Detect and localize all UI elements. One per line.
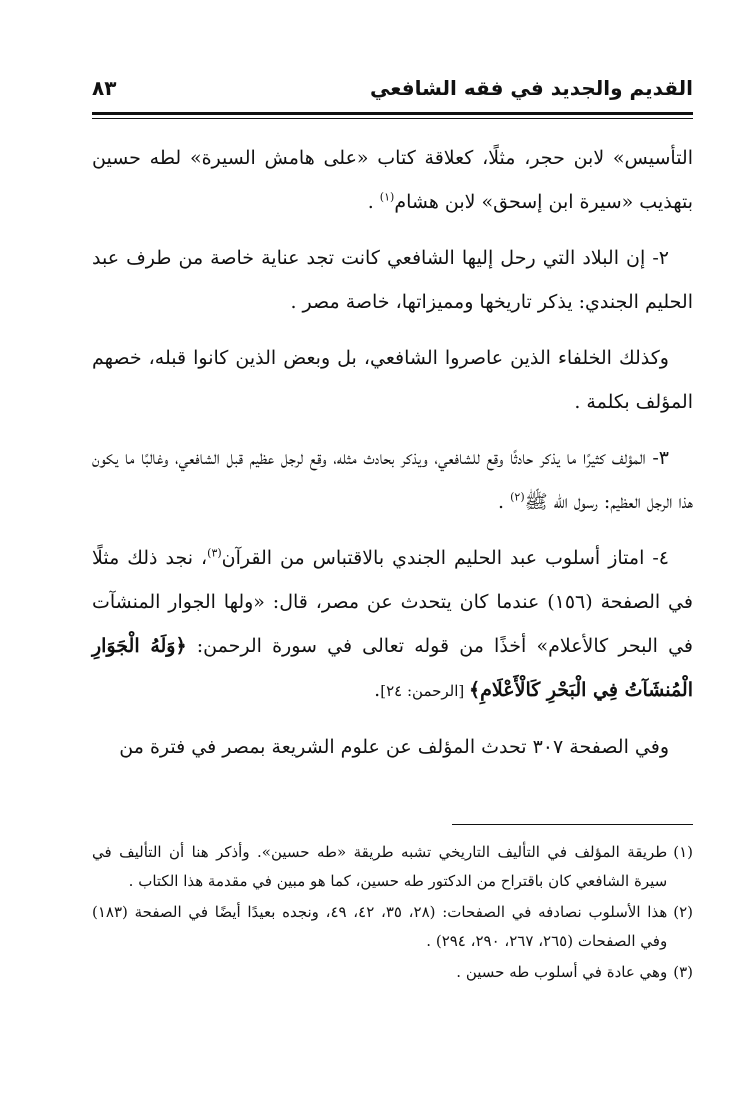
paragraph-3: وكذلك الخلفاء الذين عاصروا الشافعي، بل وبعض الذين كانوا قبله، خصهم المؤلف بكلمة . (92, 347, 693, 413)
header-rule-thin (92, 118, 693, 119)
paragraph-1-text: التأسيس» لابن حجر، مثلًا، كعلاقة كتاب «على هامش السيرة» لطه حسين بتهذيب «سيرة ابن إسحق» لابن هشام (92, 147, 693, 213)
quran-verse: ﴿وَلَهُ الْجَوَارِ الْمُنشَآتُ فِي الْبَحْرِ كَالْأَعْلَامِ﴾ (92, 635, 693, 701)
quran-reference: [الرحمن: ٢٤] (380, 682, 470, 700)
page-number: ٨٣ (92, 76, 117, 100)
running-title: القديم والجديد في فقه الشافعي (370, 76, 693, 100)
footnote-1-text: طريقة المؤلف في التأليف التاريخي تشبه طريقة «طه حسين». وأذكر هنا أن التأليف في سيرة الشافعي كان باقتراح من الدكتور طه حسين، كما هو مبين في مقدمة هذا الكتاب . (92, 843, 668, 890)
header-rule-thick (92, 112, 693, 115)
footnote-1 (92, 838, 693, 896)
footnote-separator (452, 824, 693, 825)
footnote-2 (92, 898, 693, 956)
footnotes (92, 838, 693, 989)
paragraph-1 (92, 136, 693, 224)
paragraph-5-text-cont: ، نجد ذلك مثلًا في الصفحة (١٥٦) عندما كان يتحدث عن مصر، قال: «ولها الجوار المنشآت في البحر كالأعلام» أخذًا من قوله تعالى في سورة الرحمن: (92, 547, 693, 657)
paragraph-5-end: . (374, 679, 381, 701)
page-header (92, 68, 693, 108)
paragraph-4-end: . (498, 491, 511, 513)
paragraph-2: ٢- إن البلاد التي رحل إليها الشافعي كانت تجد عناية خاصة من طرف عبد الحليم الجندي: يذكر تاريخها ومميزاتها، خاصة مصر . (92, 247, 693, 313)
paragraph-6: وفي الصفحة ٣٠٧ تحدث المؤلف عن علوم الشريعة بمصر في فترة من (119, 736, 669, 758)
paragraph-5-text: ٤- امتاز أسلوب عبد الحليم الجندي بالاقتباس من القرآن (221, 547, 669, 569)
footnote-3-text: وهي عادة في أسلوب طه حسين . (456, 963, 668, 981)
paragraph-5 (92, 536, 693, 713)
footnote-ref-1: (١) (379, 190, 395, 204)
footnote-1-mark: (١) (673, 843, 693, 861)
paragraph-4-text: ٣- المؤلف كثيرًا ما يذكر حادثًا وقع للشافعي، ويذكر بحادث مثله، وقع لرجل عظيم قبل الشافعي، وغالبًا ما يكون هذا الرجل العظيم: رسول الله ﷺ (92, 447, 693, 513)
footnote-3-mark: (٣) (673, 963, 693, 981)
footnote-2-mark: (٢) (673, 903, 693, 921)
main-text (92, 136, 693, 781)
paragraph-4 (92, 436, 693, 524)
paragraph-1-end: . (367, 191, 380, 213)
footnote-ref-2: (٢) (510, 490, 525, 504)
footnote-3 (92, 958, 693, 987)
footnote-ref-3: (٣) (207, 546, 222, 560)
footnote-2-text: هذا الأسلوب نصادفه في الصفحات: (٢٨، ٣٥، ٤٢، ٤٩، ونجده بعيدًا أيضًا في الصفحة (١٨٣) وفي الصفحات (٢٦٥، ٢٦٧، ٢٩٠، ٢٩٤) . (92, 903, 668, 950)
